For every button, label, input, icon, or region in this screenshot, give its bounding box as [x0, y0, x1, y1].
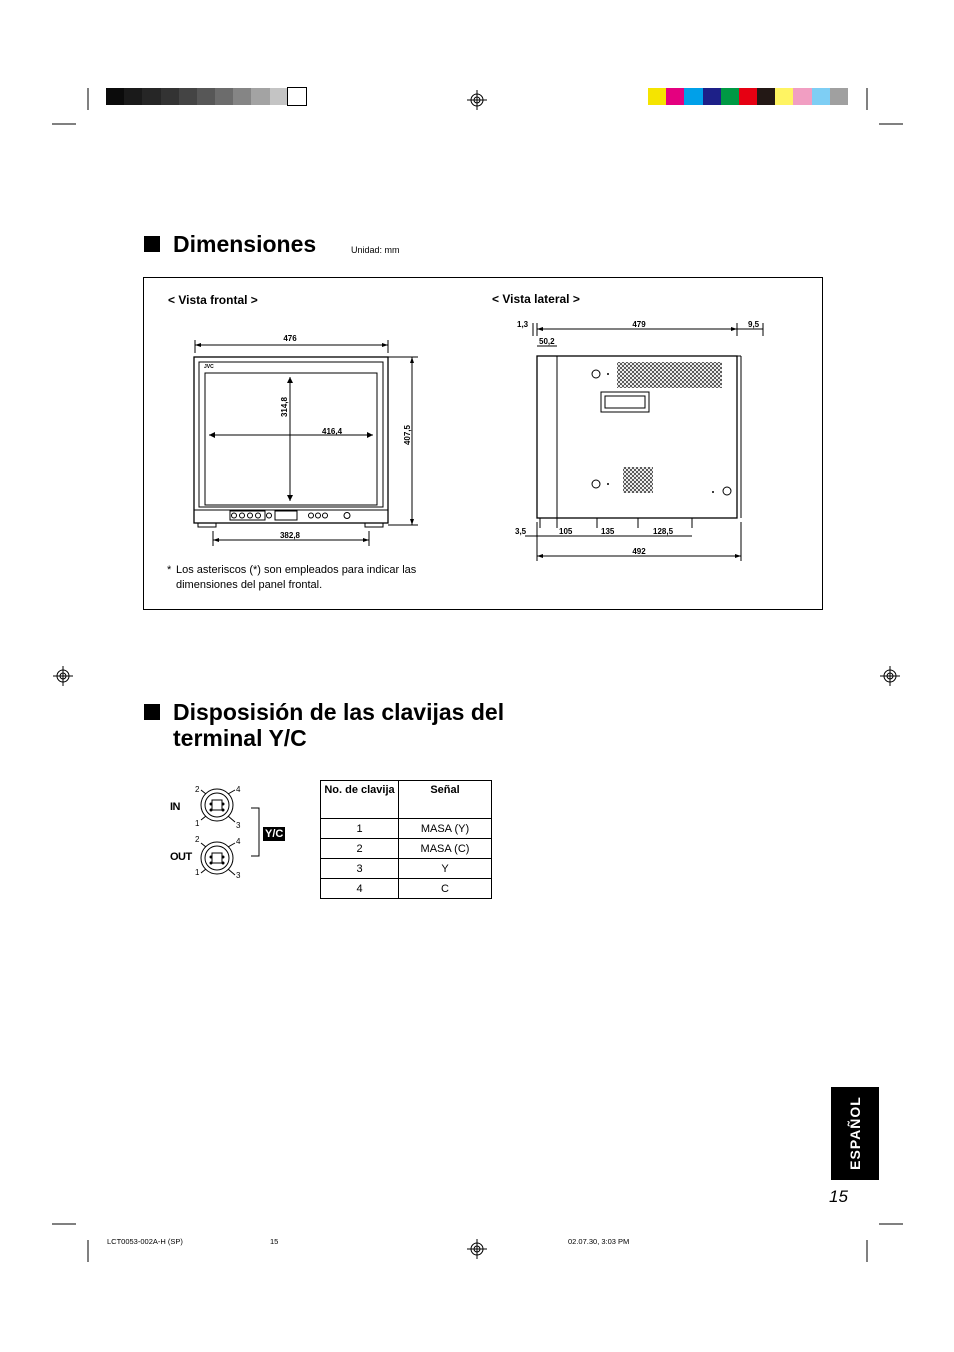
- front-view-drawing: [180, 325, 440, 550]
- section-title-clavijas-line2: terminal Y/C: [173, 725, 307, 751]
- pin-number-cell: 4: [321, 879, 399, 899]
- side-foot2-label: 105: [559, 527, 573, 536]
- out-label: OUT: [170, 851, 192, 863]
- pin-signal-cell: MASA (Y): [399, 819, 492, 839]
- front-view-label: < Vista frontal >: [168, 293, 258, 307]
- side-left-gap-label: 1,3: [517, 320, 529, 329]
- front-width-label: 476: [283, 334, 297, 343]
- side-foot4-label: 128,5: [653, 527, 674, 536]
- out-pin-4: 4: [236, 837, 241, 846]
- side-front-depth-label: 50,2: [539, 337, 555, 346]
- out-pin-3: 3: [236, 871, 241, 880]
- table-row: [321, 879, 492, 899]
- in-pin-3: 3: [236, 821, 241, 830]
- asterisk-note-line2: dimensiones del panel frontal.: [176, 579, 323, 591]
- pin-number-cell: 3: [321, 859, 399, 879]
- in-label: IN: [170, 801, 180, 813]
- side-right-gap-label: 9,5: [748, 320, 760, 329]
- pin-signal-cell: C: [399, 879, 492, 899]
- side-total-label: 492: [632, 547, 646, 556]
- table-row: [321, 819, 492, 839]
- pin-signal-cell: Y: [399, 859, 492, 879]
- yc-label: Y/C: [265, 828, 284, 840]
- footer-code: LCT0053-002A-H (SP): [107, 1237, 183, 1246]
- table-row: [321, 859, 492, 879]
- front-height-label: 407,5: [403, 424, 412, 446]
- registration-target-bottom: [467, 1239, 487, 1259]
- section-title-clavijas-line1: Disposisión de las clavijas del: [173, 699, 505, 725]
- registration-target-right: [880, 666, 900, 686]
- header-pin-number: No. de clavija: [321, 781, 399, 819]
- base-width-label: 382,8: [279, 531, 301, 540]
- in-pin-4: 4: [236, 785, 241, 794]
- side-depth-label: 479: [632, 320, 646, 329]
- screen-width-label: 416,4: [322, 427, 343, 436]
- header-signal: Señal: [399, 781, 492, 819]
- side-foot1-label: 3,5: [515, 527, 527, 536]
- table-header-row: [321, 781, 492, 819]
- in-pin-2: 2: [195, 785, 200, 794]
- out-pin-2: 2: [195, 835, 200, 844]
- footer-page: 15: [270, 1237, 279, 1246]
- language-tab-label: ESPAÑOL: [847, 1096, 863, 1170]
- asterisk-mark: *: [167, 564, 172, 576]
- out-pin-1: 1: [195, 868, 200, 877]
- section-marker: [144, 236, 160, 252]
- side-foot3-label: 135: [601, 527, 615, 536]
- brand-logo-text: JVC: [204, 364, 214, 370]
- section-marker: [144, 704, 160, 720]
- side-view-label: < Vista lateral >: [492, 292, 580, 306]
- side-view-drawing: [505, 316, 775, 566]
- table-row: [321, 839, 492, 859]
- section-title-dimensiones: Dimensiones: [173, 231, 317, 257]
- pin-table: [320, 780, 492, 899]
- registration-target-top: [467, 90, 487, 110]
- pin-number-cell: 1: [321, 819, 399, 839]
- pin-number-cell: 2: [321, 839, 399, 859]
- screen-height-label: 314,8: [280, 396, 289, 418]
- page-number: 15: [829, 1187, 848, 1206]
- unit-note: Unidad: mm: [351, 245, 400, 255]
- in-pin-1: 1: [195, 819, 200, 828]
- registration-target-left: [53, 666, 73, 686]
- asterisk-note-line1: Los asteriscos (*) son empleados para indicar las: [176, 564, 417, 576]
- footer-datetime: 02.07.30, 3:03 PM: [568, 1237, 630, 1246]
- pin-signal-cell: MASA (C): [399, 839, 492, 859]
